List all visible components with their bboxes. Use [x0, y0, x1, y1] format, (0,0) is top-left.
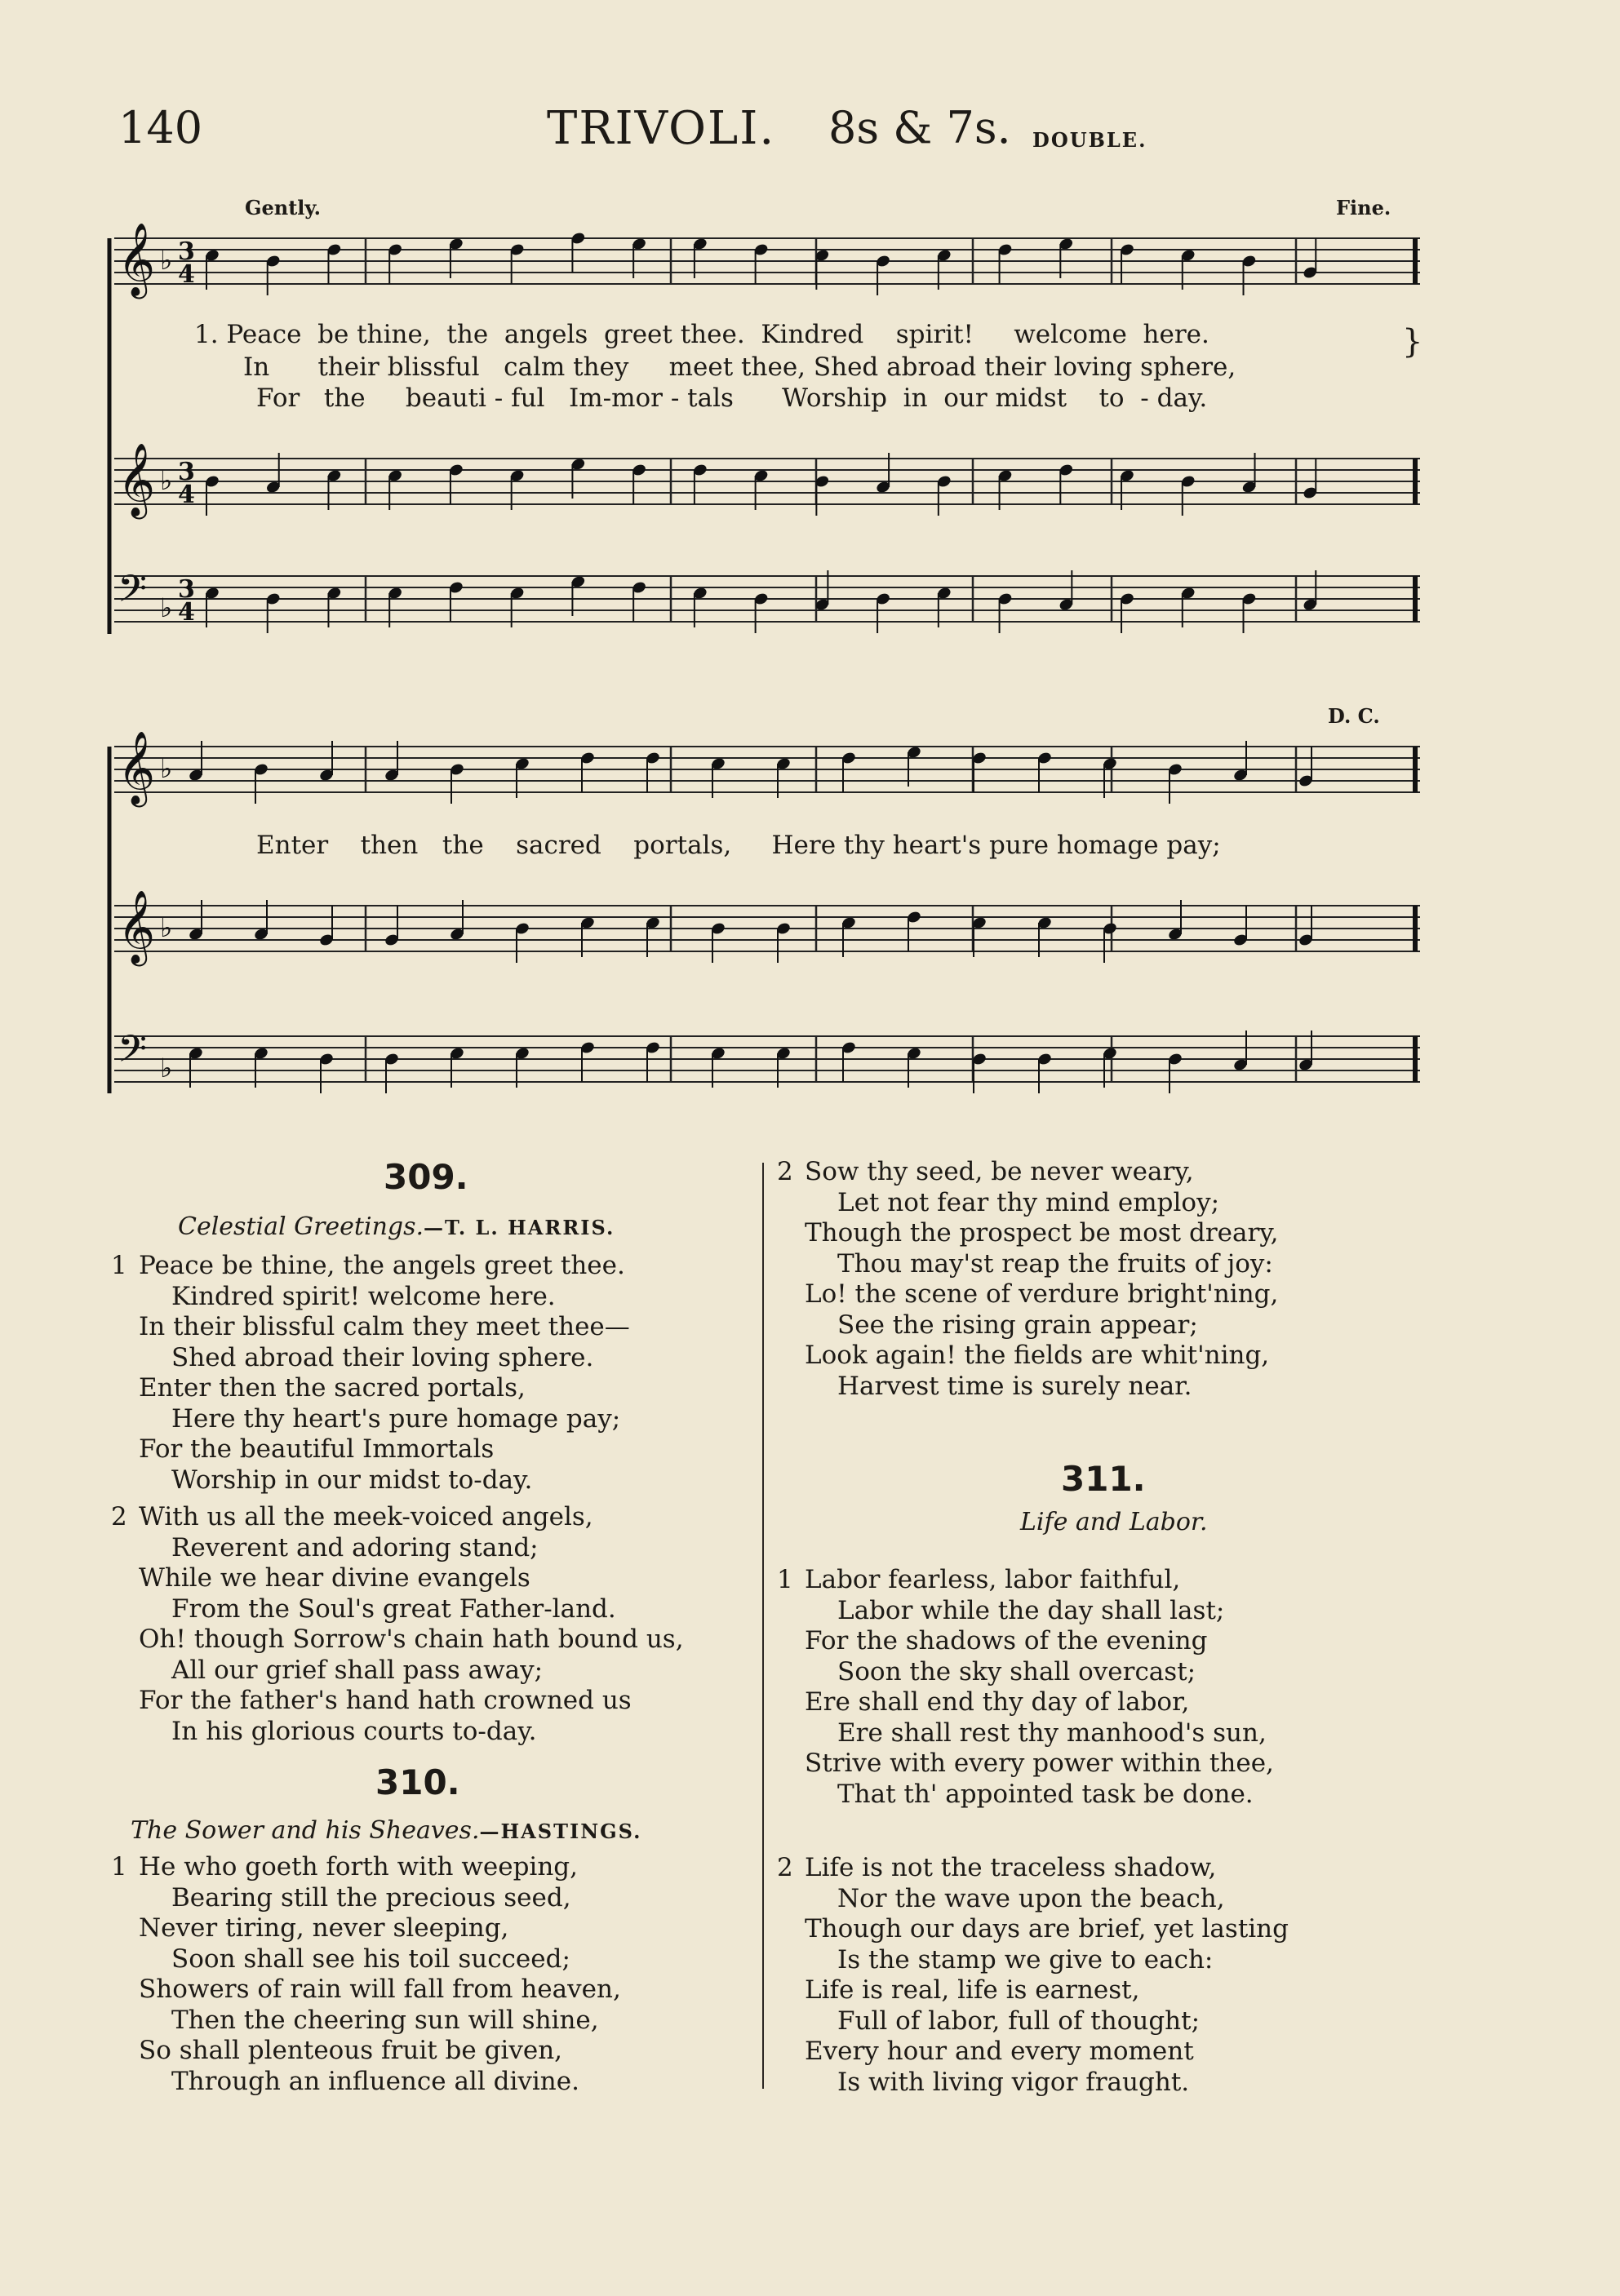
- verse-line-text: Labor fearless, labor faithful,: [805, 1565, 1181, 1594]
- lyrics-line-3: For the beauti - ful Im-mor - tals Worship in our midst to - day.: [256, 383, 1208, 413]
- verse-number: 1: [777, 1565, 793, 1594]
- verse-line: For the father's hand hath crowned us: [139, 1686, 632, 1715]
- page-number: 140: [118, 102, 203, 153]
- verse-line: [111, 1852, 621, 1883]
- verse-line: Is the stamp we give to each:: [837, 1944, 1214, 1975]
- hymn-309-subtitle: Celestial Greetings.—T. L. HARRIS.: [178, 1212, 615, 1241]
- hymn-309-text: [111, 1251, 684, 1747]
- flat-icon: ♭: [160, 592, 173, 623]
- verse-line: Oh! though Sorrow's chain hath bound us,: [139, 1624, 684, 1654]
- dc-marking: D. C.: [1328, 704, 1380, 728]
- treble-clef-icon: 𝄞: [118, 731, 156, 804]
- verse-line-text: Sow thy seed, be never weary,: [805, 1157, 1194, 1186]
- verse-line: Life is real, life is earnest,: [805, 1975, 1140, 2005]
- verse-line: [777, 1565, 1274, 1596]
- tune-title: TRIVOLI.: [547, 102, 776, 155]
- verse-line: From the Soul's great Father-land.: [171, 1593, 616, 1624]
- verse-number: 1: [111, 1251, 127, 1280]
- time-signature-bottom: 4: [178, 260, 195, 289]
- verse-line: Reverent and adoring stand;: [171, 1532, 539, 1562]
- verse-line: See the rising grain appear;: [837, 1310, 1198, 1340]
- verse-line-text: He who goeth forth with weeping,: [139, 1852, 578, 1882]
- verse-line: Thou may'st reap the fruits of joy:: [837, 1248, 1273, 1279]
- verse: [111, 1502, 684, 1747]
- verse-line: [777, 1157, 1279, 1188]
- time-signature-bottom: 4: [178, 481, 195, 509]
- fine-marking: Fine.: [1336, 196, 1391, 219]
- hymn-311-subtitle: Life and Labor.: [1020, 1508, 1208, 1536]
- verse-line: [777, 1853, 1289, 1884]
- verse-line: Every hour and every moment: [805, 2037, 1194, 2066]
- verse-line: In their blissful calm they meet thee—: [139, 1312, 630, 1341]
- lyrics-line-4: Enter then the sacred portals, Here thy heart's pure homage pay;: [256, 831, 1221, 860]
- verse-line: Let not fear thy mind employ;: [837, 1187, 1220, 1217]
- verse-line: Here thy heart's pure homage pay;: [171, 1403, 621, 1434]
- verse-line-text: Life is not the traceless shadow,: [805, 1853, 1217, 1882]
- time-signature-top: 3: [178, 237, 195, 266]
- verse-line: All our grief shall pass away;: [171, 1655, 544, 1685]
- verse: [111, 1852, 621, 2097]
- verse-line: Soon the sky shall overcast;: [837, 1656, 1196, 1687]
- hymn-311-verse-2: [777, 1853, 1289, 2098]
- verse-number: 1: [111, 1852, 127, 1882]
- verse-line: Nor the wave upon the beach,: [837, 1883, 1225, 1913]
- hymn-310-text: [111, 1852, 621, 2097]
- verse-number: 2: [111, 1502, 127, 1531]
- verse-line: [111, 1251, 684, 1282]
- verse: [777, 1853, 1289, 2098]
- hymn-310-number: 310.: [375, 1762, 460, 1802]
- verse-line: For the beautiful Immortals: [139, 1434, 495, 1464]
- verse-line: Is with living vigor fraught.: [837, 2067, 1190, 2097]
- verse-line: That th' appointed task be done.: [837, 1779, 1254, 1809]
- hymn-310-subtitle: The Sower and his Sheaves.—HASTINGS.: [131, 1816, 642, 1845]
- verse-line: Strive with every power within thee,: [805, 1749, 1274, 1778]
- flat-icon: ♭: [160, 912, 173, 943]
- verse-line-text: Peace be thine, the angels greet thee.: [139, 1251, 625, 1280]
- verse-line: Labor while the day shall last;: [837, 1595, 1225, 1625]
- time-signature-bottom: 4: [178, 598, 195, 627]
- treble-clef-icon: 𝄞: [118, 443, 156, 516]
- verse-line: So shall plenteous fruit be given,: [139, 2036, 563, 2065]
- verse-line: Bearing still the precious seed,: [171, 1882, 571, 1913]
- verse: [777, 1565, 1274, 1810]
- verse-line: Worship in our midst to-day.: [171, 1465, 533, 1495]
- lyrics-brace: }: [1402, 323, 1423, 361]
- verse-line: Though the prospect be most dreary,: [805, 1218, 1279, 1248]
- meter: 8s & 7s.: [828, 102, 1011, 153]
- flat-icon: ♭: [160, 245, 173, 276]
- verse-line: Though our days are brief, yet lasting: [805, 1914, 1289, 1944]
- lyrics-line-1: 1. Peace be thine, the angels greet thee. Kindred spirit! welcome here.: [194, 320, 1209, 349]
- verse: [777, 1157, 1279, 1402]
- verse-line: For the shadows of the evening: [805, 1626, 1208, 1656]
- verse-line: Through an influence all divine.: [171, 2066, 579, 2096]
- verse-line: Enter then the sacred portals,: [139, 1373, 526, 1403]
- verse-line: While we hear divine evangels: [139, 1563, 530, 1593]
- verse-line: Kindred spirit! welcome here.: [171, 1281, 556, 1311]
- treble-clef-icon: 𝄞: [118, 223, 156, 296]
- hymn-311-number: 311.: [1061, 1459, 1146, 1499]
- verse-number: 2: [777, 1853, 793, 1882]
- bass-clef-icon: 𝄢: [118, 567, 148, 620]
- verse-line: Look again! the fields are whit'ning,: [805, 1341, 1270, 1370]
- lyrics-line-2: In their blissful calm they meet thee, Shed abroad their loving sphere,: [243, 352, 1236, 382]
- bass-clef-icon: 𝄢: [118, 1027, 148, 1080]
- flat-icon: ♭: [160, 465, 173, 496]
- time-signature-top: 3: [178, 458, 195, 486]
- column-divider: [762, 1163, 764, 2089]
- verse-line: Never tiring, never sleeping,: [139, 1913, 509, 1943]
- flat-icon: ♭: [160, 753, 173, 784]
- verse-line: Harvest time is surely near.: [837, 1371, 1192, 1401]
- meter-note: DOUBLE.: [1032, 128, 1147, 152]
- verse-line: Ere shall end thy day of labor,: [805, 1687, 1190, 1717]
- verse-line: Lo! the scene of verdure bright'ning,: [805, 1279, 1279, 1309]
- verse-line: Shed abroad their loving sphere.: [171, 1342, 594, 1372]
- verse-line: [111, 1502, 684, 1533]
- verse-line: In his glorious courts to-day.: [171, 1716, 537, 1746]
- hymn-310-verse-2: [777, 1157, 1279, 1402]
- verse-line: Then the cheering sun will shine,: [171, 2005, 599, 2035]
- verse-line: Soon shall see his toil succeed;: [171, 1944, 570, 1974]
- tempo-marking: Gently.: [245, 196, 321, 219]
- verse-line: Full of labor, full of thought;: [837, 2006, 1201, 2036]
- time-signature-top: 3: [178, 575, 195, 604]
- verse-number: 2: [777, 1157, 793, 1186]
- hymn-311-verse-1: [777, 1565, 1274, 1810]
- verse-line-text: With us all the meek-voiced angels,: [139, 1502, 593, 1531]
- verse: [111, 1251, 684, 1496]
- flat-icon: ♭: [160, 1053, 173, 1084]
- verse-line: Ere shall rest thy manhood's sun,: [837, 1718, 1267, 1748]
- verse-line: Showers of rain will fall from heaven,: [139, 1975, 621, 2004]
- treble-clef-icon: 𝄞: [118, 890, 156, 964]
- hymn-309-number: 309.: [384, 1157, 468, 1197]
